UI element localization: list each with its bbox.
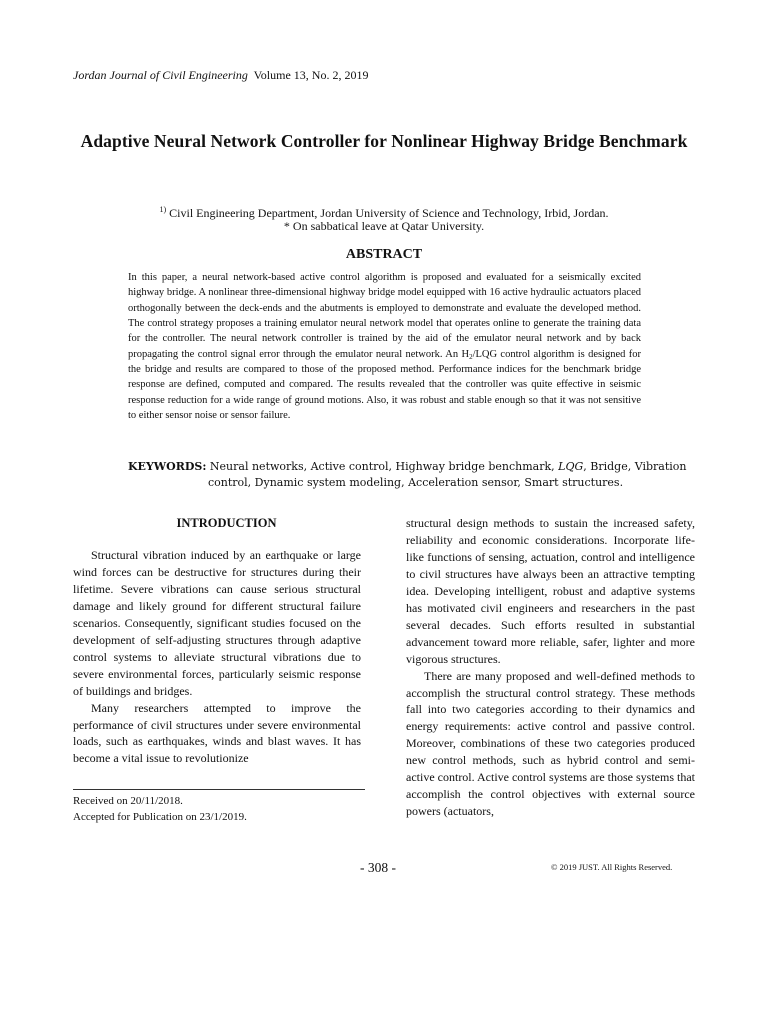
right-paragraph-2: There are many proposed and well-defined methods to accomplish the structural control strategy. These methods fall into two categories according to their dynamics and energy requirements: active control and passive control. Moreover, combinations of these two categories produced new control methods, such as hybrid control and semi-active control. Active control systems are those systems that accomplish the control objectives with external source powers (actuators, <box>406 668 695 819</box>
affiliation-marker: 1) <box>159 205 167 214</box>
abstract-heading: ABSTRACT <box>345 247 423 262</box>
keywords-text-1b: , Bridge, Vibration <box>583 460 687 473</box>
footnotes <box>73 794 247 825</box>
abstract-subscript: 2 <box>469 352 473 361</box>
keywords-line-2: control, Dynamic system modeling, Acceleration sensor, Smart structures. <box>208 475 624 489</box>
affiliation-text: Civil Engineering Department, Jordan University of Science and Technology, Irbid, Jordan. <box>166 206 609 220</box>
introduction-heading: INTRODUCTION <box>176 516 277 530</box>
abstract-text-part-2: /LQG control algorithm is designed for the bridge and results are compared to those of the proposed method. Performance indices for the benchmark bridge response are defined, computed and compared. The results revealed that the controller was quite effective in seismic response reduction for a wide range of ground motions. Also, it was robust and stable enough so that it was not sensitive to either sensor noise or sensor failure. <box>128 348 641 422</box>
right-column <box>406 515 695 820</box>
paper-title: Adaptive Neural Network Controller for Nonlinear Highway Bridge Benchmark <box>80 131 688 151</box>
affiliation-line-2: * On sabbatical leave at Qatar University. <box>283 219 485 233</box>
keywords-label: KEYWORDS: <box>128 460 207 473</box>
accepted-date: Accepted for Publication on 23/1/2019. <box>73 810 247 823</box>
keywords-line-1 <box>128 459 687 475</box>
keywords-italic-term: LQG <box>558 460 584 473</box>
journal-name: Jordan Journal of Civil Engineering <box>73 68 248 82</box>
left-paragraph-2: Many researchers attempted to improve the performance of civil structures under severe environmental loads, such as earthquakes, winds and blast waves. It has become a vital issue to revolutionize <box>73 700 361 766</box>
keywords-text-1a: Neural networks, Active control, Highway bridge benchmark, <box>206 460 559 473</box>
copyright-notice: © 2019 JUST. All Rights Reserved. <box>551 862 673 872</box>
left-column <box>73 547 361 767</box>
right-paragraph-1: structural design methods to sustain the increased safety, reliability and economic considerations. Incorporate life-like functions of sensing, actuation, control and intelligence to civil structures have always been an attractive tempting idea. Developing intelligent, robust and adaptive systems has motivated civil engineers and researchers in the past several decades. Such efforts resulted in substantial advancement toward more reliable, safer, lighter and more vigorous structures. <box>406 516 695 666</box>
left-paragraph-1: Structural vibration induced by an earthquake or large wind forces can be destructive for structures during their lifetime. Severe vibrations can cause serious structural damage and likely ground for different structural failure scenarios. Consequently, significant studies focused on the development of self-adjusting structures through adaptive control systems to alleviate structural vibrations due to severe environmental forces, particularly seismic response of buildings and bridges. <box>73 548 361 698</box>
journal-volume: Volume 13, No. 2, 2019 <box>253 68 369 82</box>
keywords-block <box>128 459 687 490</box>
journal-header <box>73 68 368 83</box>
footnote-divider <box>73 789 365 790</box>
page-number: - 308 - <box>360 860 396 875</box>
abstract-text-part-1: In this paper, a neural network-based active control algorithm is proposed and evaluated for a seismically excited highway bridge. A nonlinear three-dimensional highway bridge model equipped with 16 active hydraulic actuators placed orthogonally between the deck-ends and the abutments is employed to demonstrate and evaluate the developed method. The control strategy proposes a training emulator neural network model that operates online to generate the training data for the controller. The neural network controller is trained by the aid of the emulator neural network and by back propagating the control signal error through the emulator neural network. An H <box>128 272 641 360</box>
received-date: Received on 20/11/2018. <box>73 795 183 807</box>
abstract-body <box>128 270 641 423</box>
